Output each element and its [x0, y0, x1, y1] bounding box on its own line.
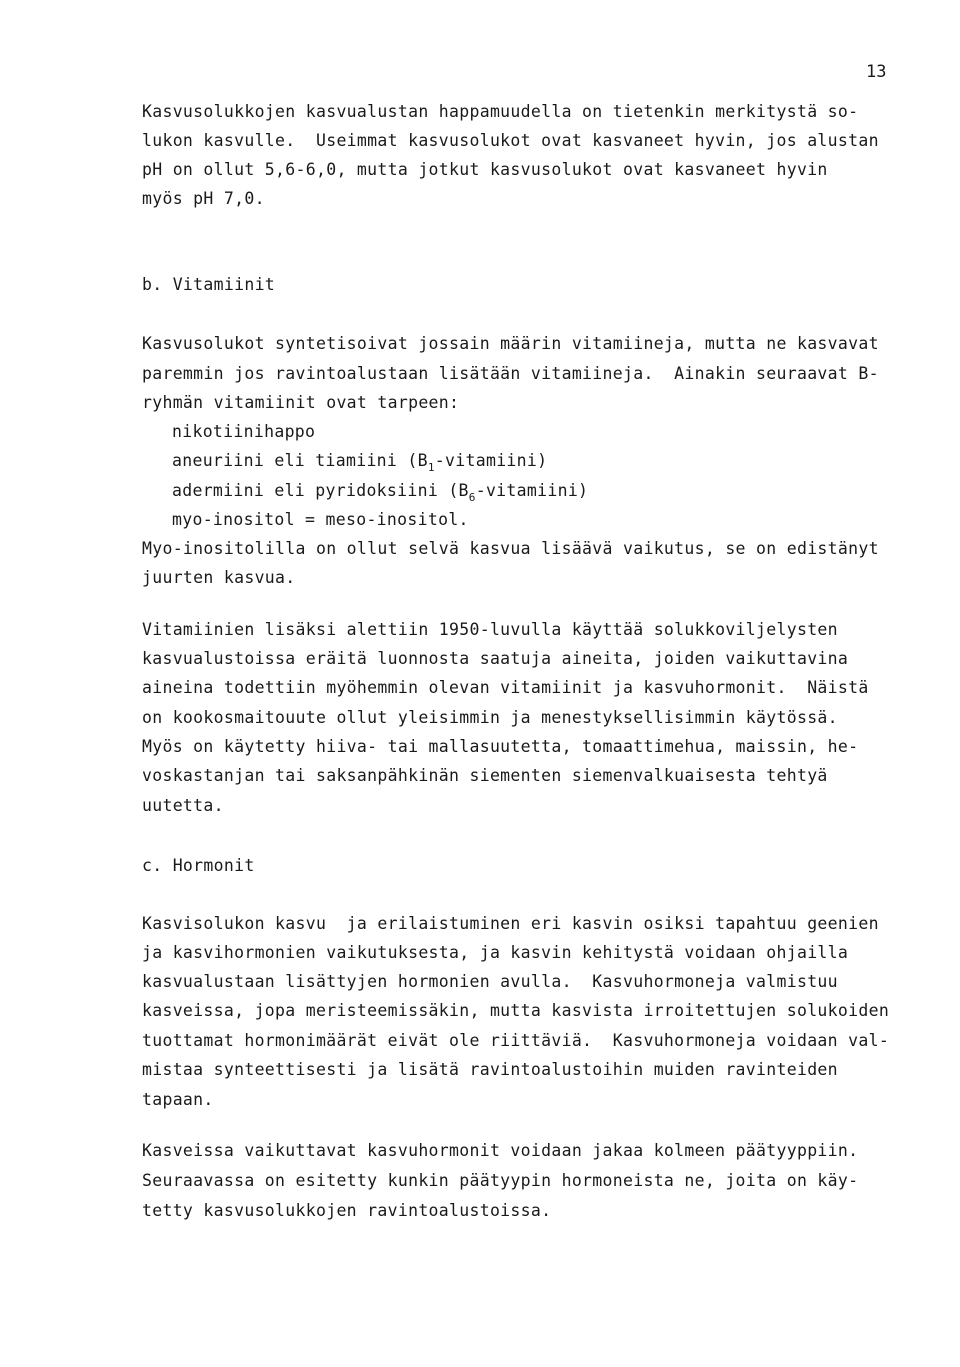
para1-line-3: pH on ollut 5,6-6,0, mutta jotkut kasvusolukot ovat kasvaneet hyvin — [142, 160, 828, 179]
para5-line-6: mistaa synteettisesti ja lisätä ravintoalustoihin muiden ravinteiden — [142, 1060, 838, 1079]
para6-line-2: Seuraavassa on esitetty kunkin päätyypin hormoneista ne, joita on käy- — [142, 1171, 859, 1190]
para5-line-3: kasvualustaan lisättyjen hormonien avulla. Kasvuhormoneja valmistuu — [142, 972, 838, 991]
page-number: 13 — [866, 62, 887, 82]
para4-line-1: Vitamiinien lisäksi alettiin 1950-luvulla käyttää solukkoviljelysten — [142, 620, 838, 639]
vitamin-subscript: 1 — [427, 461, 435, 474]
vitamin-text: aneuriini eli tiamiini (B — [172, 451, 428, 470]
para2-line-1: Kasvusolukot syntetisoivat jossain määrin vitamiineja, mutta ne kasvavat — [142, 334, 879, 353]
vitamin-text: -vitamiini) — [475, 481, 589, 500]
para4-line-7: uutetta. — [142, 796, 224, 815]
para3-line-2: juurten kasvua. — [142, 568, 296, 587]
para4-line-3: aineina todettiin myöhemmin olevan vitamiinit ja kasvuhormonit. Näistä — [142, 678, 869, 697]
para4-line-2: kasvualustoissa eräitä luonnosta saatuja aineita, joiden vaikuttavina — [142, 649, 849, 668]
vitamin-list-item: myo-inositol = meso-inositol. — [172, 510, 469, 529]
para4-line-5: Myös on käytetty hiiva- tai mallasuutetta, tomaattimehua, maissin, he- — [142, 737, 859, 756]
para5-line-4: kasveissa, jopa meristeemissäkin, mutta kasvista irroitettujen solukoiden — [142, 1001, 890, 1020]
para5-line-7: tapaan. — [142, 1090, 214, 1109]
para2-line-2: paremmin jos ravintoalustaan lisätään vitamiineja. Ainakin seuraavat B- — [142, 364, 879, 383]
vitamin-list-item — [172, 451, 548, 474]
vitamin-text: adermiini eli pyridoksiini (B — [172, 481, 469, 500]
vitamin-subscript: 6 — [468, 491, 476, 504]
para4-line-6: voskastanjan tai saksanpähkinän siementen siemenvalkuaisesta tehtyä — [142, 766, 828, 785]
section-heading-hormones: c. Hormonit — [142, 856, 255, 875]
para5-line-1: Kasvisolukon kasvu ja erilaistuminen eri kasvin osiksi tapahtuu geenien — [142, 914, 879, 933]
vitamin-list-item: nikotiinihappo — [172, 422, 316, 441]
para3-line-1: Myo-inositolilla on ollut selvä kasvua lisäävä vaikutus, se on edistänyt — [142, 539, 879, 558]
para1-line-2: lukon kasvulle. Useimmat kasvusolukot ovat kasvaneet hyvin, jos alustan — [142, 131, 879, 150]
para1-line-4: myös pH 7,0. — [142, 189, 265, 208]
vitamin-list-item — [172, 481, 589, 504]
para1-line-1: Kasvusolukkojen kasvualustan happamuudella on tietenkin merkitystä so- — [142, 102, 859, 121]
para6-line-1: Kasveissa vaikuttavat kasvuhormonit voidaan jakaa kolmeen päätyyppiin. — [142, 1141, 859, 1160]
para2-line-3: ryhmän vitamiinit ovat tarpeen: — [142, 393, 460, 412]
para4-line-4: on kookosmaitouute ollut yleisimmin ja menestyksellisimmin käytössä. — [142, 708, 838, 727]
section-heading-vitamins: b. Vitamiinit — [142, 275, 276, 294]
vitamin-text: -vitamiini) — [434, 451, 548, 470]
para5-line-2: ja kasvihormonien vaikutuksesta, ja kasvin kehitystä voidaan ohjailla — [142, 943, 849, 962]
para5-line-5: tuottamat hormonimäärät eivät ole riittäviä. Kasvuhormoneja voidaan val- — [142, 1031, 890, 1050]
para6-line-3: tetty kasvusolukkojen ravintoalustoissa. — [142, 1201, 552, 1220]
